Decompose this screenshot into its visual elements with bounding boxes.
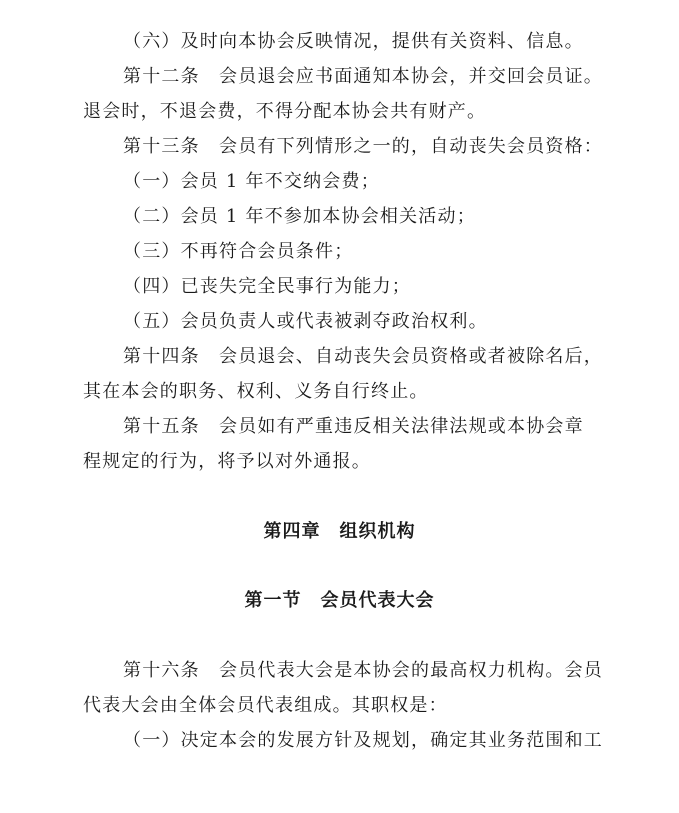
list-item: （五）会员负责人或代表被剥夺政治权利。 [123, 311, 488, 332]
article-12-line: 第十二条 会员退会应书面通知本协会，并交回会员证。 [123, 66, 603, 87]
article-15-line: 第十五条 会员如有严重违反相关法律法规或本协会章 [123, 416, 584, 437]
article-13-line: 第十三条 会员有下列情形之一的，自动丧失会员资格： [123, 136, 603, 157]
section-heading: 第一节 会员代表大会 [244, 590, 435, 611]
chapter-heading: 第四章 组织机构 [263, 521, 416, 542]
paragraph-line: 代表大会由全体会员代表组成。其职权是： [83, 695, 448, 716]
list-item: （二）会员 1 年不参加本协会相关活动； [123, 206, 476, 227]
article-16-line: 第十六条 会员代表大会是本协会的最高权力机构。会员 [123, 660, 603, 681]
paragraph-line: 其在本会的职务、权利、义务自行终止。 [83, 381, 429, 402]
list-item: （一）会员 1 年不交纳会费； [123, 171, 380, 192]
list-item: （一）决定本会的发展方针及规划，确定其业务范围和工 [123, 730, 603, 751]
list-item: （四）已丧失完全民事行为能力； [123, 276, 411, 297]
paragraph-line: 退会时，不退会费，不得分配本协会共有财产。 [83, 101, 487, 122]
article-14-line: 第十四条 会员退会、自动丧失会员资格或者被除名后， [123, 346, 603, 367]
paragraph-line: （六）及时向本协会反映情况，提供有关资料、信息。 [123, 31, 584, 52]
paragraph-line: 程规定的行为，将予以对外通报。 [83, 451, 371, 472]
list-item: （三）不再符合会员条件； [123, 241, 354, 262]
